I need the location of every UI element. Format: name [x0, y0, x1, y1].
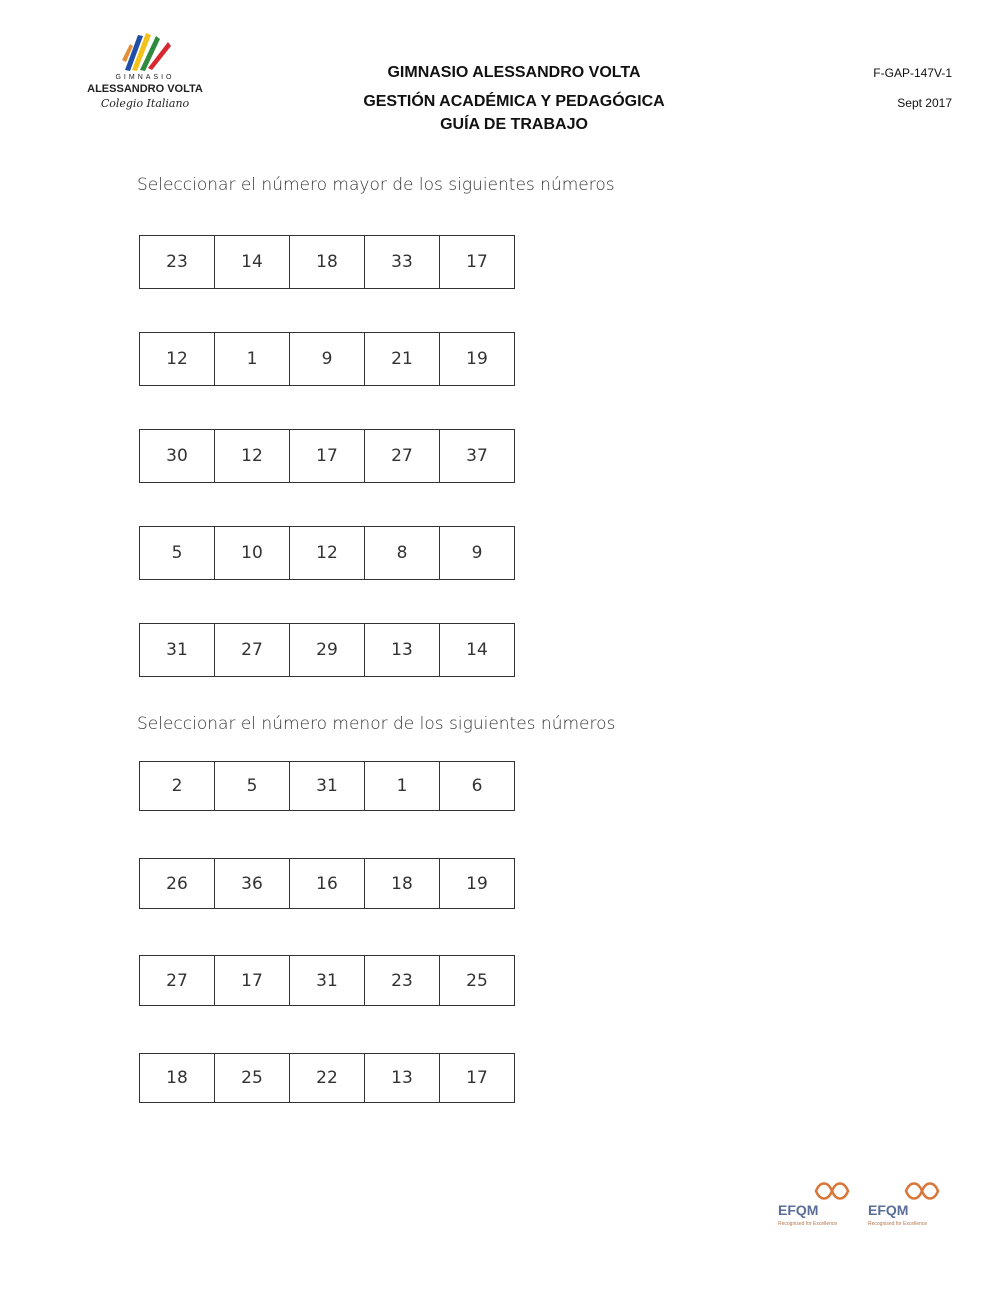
number-cell[interactable]: 17: [466, 252, 488, 272]
number-cell[interactable]: 31: [140, 624, 215, 676]
number-cell[interactable]: 37: [466, 446, 488, 466]
number-cell[interactable]: 12: [140, 333, 215, 385]
number-cell[interactable]: 18: [140, 1054, 215, 1102]
number-cell[interactable]: 12: [215, 430, 290, 482]
instruction-max: Seleccionar el número mayor de los siguientes números: [137, 175, 615, 195]
number-cell[interactable]: 18: [365, 859, 440, 908]
number-cell[interactable]: 19: [466, 873, 488, 894]
school-logo: [80, 30, 210, 125]
number-row-max-5: [139, 623, 515, 677]
number-cell[interactable]: 19: [466, 349, 488, 369]
logo-emblem-icon: [80, 30, 210, 75]
number-cell[interactable]: 13: [365, 624, 440, 676]
efqm-badge: [862, 1175, 942, 1243]
number-cell[interactable]: 31: [290, 956, 365, 1005]
number-cell[interactable]: 9: [471, 543, 483, 563]
number-cell[interactable]: 27: [140, 956, 215, 1005]
number-row-min-2: [139, 858, 515, 909]
number-cell[interactable]: 26: [140, 859, 215, 908]
efqm-label: EFQM: [778, 1202, 819, 1218]
number-cell[interactable]: 2: [140, 762, 215, 810]
number-cell[interactable]: 22: [290, 1054, 365, 1102]
number-cell[interactable]: 33: [365, 236, 440, 288]
logo-top-text: GIMNASIO: [115, 74, 175, 81]
number-cell[interactable]: 17: [290, 430, 365, 482]
number-cell[interactable]: 10: [215, 527, 290, 579]
number-cell[interactable]: 25: [466, 970, 488, 991]
logo-name: ALESSANDRO VOLTA: [87, 83, 203, 95]
number-cell[interactable]: 14: [215, 236, 290, 288]
number-cell[interactable]: 18: [290, 236, 365, 288]
number-cell[interactable]: 12: [290, 527, 365, 579]
number-cell[interactable]: 6: [471, 776, 483, 796]
number-cell[interactable]: 5: [215, 762, 290, 810]
number-cell[interactable]: 17: [215, 956, 290, 1005]
number-cell[interactable]: 17: [466, 1068, 488, 1088]
number-cell[interactable]: 36: [215, 859, 290, 908]
number-cell[interactable]: 31: [290, 762, 365, 810]
document-code: F-GAP-147V-1: [873, 66, 952, 80]
number-cell[interactable]: 21: [365, 333, 440, 385]
number-cell[interactable]: 5: [140, 527, 215, 579]
instruction-min: Seleccionar el número menor de los siguientes números: [137, 714, 616, 734]
number-cell[interactable]: 23: [140, 236, 215, 288]
number-row-min-4: [139, 1053, 515, 1103]
number-cell[interactable]: 23: [365, 956, 440, 1005]
number-row-max-3: [139, 429, 515, 483]
number-row-max-4: [139, 526, 515, 580]
department-title: GESTIÓN ACADÉMICA Y PEDAGÓGICA: [363, 93, 665, 110]
efqm-infinity-icon: [812, 1179, 852, 1203]
number-row-min-3: [139, 955, 515, 1006]
efqm-badge: [772, 1175, 852, 1243]
number-cell[interactable]: 27: [365, 430, 440, 482]
efqm-subtext: Recognised for Excellence: [868, 1221, 928, 1227]
number-row-min-1: [139, 761, 515, 811]
number-cell[interactable]: 25: [215, 1054, 290, 1102]
number-cell[interactable]: 27: [215, 624, 290, 676]
school-name: GIMNASIO ALESSANDRO VOLTA: [387, 64, 641, 81]
number-cell[interactable]: 14: [466, 640, 488, 660]
efqm-subtext: Recognised for Excellence: [778, 1221, 838, 1227]
logo-script-text: Colegio Italiano: [100, 97, 190, 110]
number-cell[interactable]: 9: [290, 333, 365, 385]
number-row-max-1: [139, 235, 515, 289]
number-cell[interactable]: 13: [365, 1054, 440, 1102]
number-row-max-2: [139, 332, 515, 386]
number-cell[interactable]: 8: [365, 527, 440, 579]
efqm-infinity-icon: [902, 1179, 942, 1203]
document-date: Sept 2017: [897, 96, 952, 110]
document-type: GUÍA DE TRABAJO: [440, 116, 588, 133]
number-cell[interactable]: 1: [365, 762, 440, 810]
number-cell[interactable]: 30: [140, 430, 215, 482]
number-cell[interactable]: 16: [290, 859, 365, 908]
number-cell[interactable]: 29: [290, 624, 365, 676]
efqm-label: EFQM: [868, 1202, 909, 1218]
number-cell[interactable]: 1: [215, 333, 290, 385]
